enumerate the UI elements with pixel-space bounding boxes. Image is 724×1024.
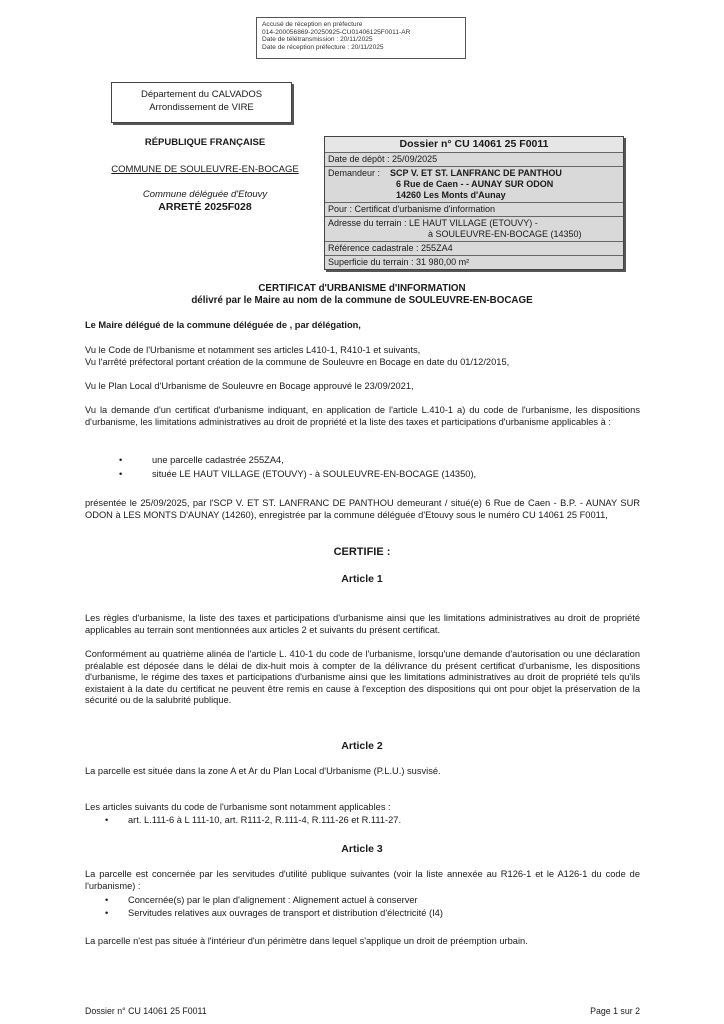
certificat-title: CERTIFICAT d'URBANISME d'INFORMATION — [258, 283, 466, 294]
demandeur — [325, 167, 623, 203]
department-line: Département du CALVADOS — [140, 89, 263, 100]
vu-code-urbanisme: Vu le Code de l'Urbanisme et notamment ses articles L410-1, R410-1 et suivants, — [85, 345, 421, 355]
article-1-heading: Article 1 — [341, 573, 383, 585]
reference-cadastrale: Référence cadastrale : 255ZA4 — [325, 242, 623, 256]
certificat-subtitle: délivré par le Maire au nom de la commune de SOULEUVRE-EN-BOCAGE — [191, 295, 533, 306]
certifie-heading: CERTIFIE : — [333, 546, 391, 558]
bullet-dot: • — [105, 815, 109, 825]
presentee-paragraph: présentée le 25/09/2025, par l'SCP V. ET ST. LANFRANC DE PANTHOU demeurant / situé(e) 6 Rue de Caen - B.P. - AUNAY SUR ODON à LES MONTS D'AUNAY (14260), enregistrée par la commune déléguée d'Etouvy sous le numéro CU 14061 25 F0011, — [85, 498, 640, 520]
adresse-line-1: Adresse du terrain : LE HAUT VILLAGE (ETOUVY) - — [328, 218, 538, 228]
bullet-dot: • — [119, 455, 123, 465]
arrete-number: ARRETÉ 2025F028 — [158, 201, 252, 213]
article-1-paragraph-2: Conformément au quatrième alinéa de l'article L. 410-1 du code de l'urbanisme, lorsqu'une demande d'autorisation ou une déclaration préalable est déposée dans le délai de dix-huit mois à compter de la délivrance du présent certificat d'urbanisme, les dispositions d'urbanisme, le régime des taxes et participations d'urbanisme ainsi que les limitations administratives au droit de propriété tels qu'ils existaient à la date du certificat ne peuvent être remis en cause à l'exception des dispositions qui ont pour objet la préservation de la sécurité ou de la salubrité publique. — [85, 649, 640, 706]
stamp-line-1: Accusé de réception en préfecture — [262, 21, 363, 28]
reception-stamp — [256, 17, 466, 59]
bullet-dot: • — [105, 908, 109, 918]
article-2-bullet: art. L.111-6 à L 111-10, art. R111-2, R.111-4, R.111-26 et R.111-27. — [128, 815, 402, 825]
article-3-bullet-2: Servitudes relatives aux ouvrages de transport et distribution d'électricité (I4) — [128, 908, 443, 918]
date-depot: Date de dépôt : 25/09/2025 — [325, 153, 623, 167]
vu-demande: Vu la demande d'un certificat d'urbanisme indiquant, en application de l'article L.410-1 a) du code de l'urbanisme, les dispositions d'urbanisme, les limitations administratives au droit de propriété et la liste des taxes et participations d'urbanisme applicables à : — [85, 405, 640, 427]
commune-heading: COMMUNE DE SOULEUVRE-EN-BOCAGE — [111, 164, 299, 175]
adresse-line-2: à SOULEUVRE-EN-BOCAGE (14350) — [428, 229, 582, 239]
arrondissement-line: Arrondissement de VIRE — [149, 102, 254, 113]
demandeur-city: 14260 Les Monts d'Aunay — [396, 190, 506, 200]
article-3-paragraph-2: La parcelle n'est pas située à l'intérieur d'un périmètre dans lequel s'applique un droit de préemption urbain. — [85, 936, 528, 946]
republique-heading: RÉPUBLIQUE FRANÇAISE — [144, 137, 266, 148]
vu-arrete-prefectoral: Vu l'arrêté préfectoral portant création de la commune de Souleuvre en Bocage en date du 01/12/2015, — [85, 357, 510, 367]
article-2-heading: Article 2 — [341, 740, 383, 752]
superficie-terrain: Superficie du terrain : 31 980,00 m² — [325, 256, 623, 269]
article-3-heading: Article 3 — [341, 843, 383, 855]
demandeur-label: Demandeur : — [328, 168, 381, 178]
bullet-dot: • — [119, 469, 123, 479]
bullet-dot: • — [105, 895, 109, 905]
commune-deleguee: Commune déléguée d'Etouvy — [142, 189, 268, 200]
adresse-terrain — [325, 217, 623, 242]
article-2-paragraph-2: Les articles suivants du code de l'urbanisme sont notamment applicables : — [85, 802, 391, 812]
dossier-box — [324, 136, 624, 270]
dossier-title: Dossier n° CU 14061 25 F0011 — [325, 137, 623, 153]
stamp-line-3: Date de télétransmission : 20/11/2025 — [262, 36, 373, 44]
vu-plu: Vu le Plan Local d'Urbanisme de Souleuvre en Bocage approuvé le 23/09/2021, — [85, 381, 414, 391]
stamp-line-2: 014-200056869-20250925-CU01406125F0011-AR — [262, 28, 411, 36]
article-1-paragraph-1: Les règles d'urbanisme, la liste des taxes et participations d'urbanisme ainsi que les limitations administratives au droit de propriété applicables au terrain sont mentionnées aux articles 2 et suivants du présent certificat. — [85, 613, 640, 635]
pour-line: Pour : Certificat d'urbanisme d'information — [325, 203, 623, 217]
demandeur-address: 6 Rue de Caen - - AUNAY SUR ODON — [396, 179, 554, 189]
footer-page-number: Page 1 sur 2 — [590, 1006, 640, 1016]
bullet-parcelle: une parcelle cadastrée 255ZA4, — [152, 455, 284, 465]
demandeur-name: SCP V. ET ST. LANFRANC DE PANTHOU — [390, 168, 562, 178]
footer-dossier-number: Dossier n° CU 14061 25 F0011 — [85, 1006, 207, 1016]
article-3-paragraph-1: La parcelle est concernée par les servitudes d'utilité publique suivantes (voir la liste annexée au R126-1 et le A126-1 du code de l'urbanisme) : — [85, 869, 640, 891]
demandeur-details — [390, 168, 562, 201]
maire-line: Le Maire délégué de la commune déléguée de , par délégation, — [85, 320, 361, 330]
department-box — [111, 82, 292, 123]
article-2-paragraph-1: La parcelle est située dans la zone A et Ar du Plan Local d'Urbanisme (P.L.U.) susvisé. — [85, 766, 441, 776]
stamp-line-4: Date de réception préfecture : 20/11/2025 — [262, 43, 384, 51]
bullet-situee: située LE HAUT VILLAGE (ETOUVY) - à SOULEUVRE-EN-BOCAGE (14350), — [152, 469, 477, 479]
article-3-bullet-1: Concernée(s) par le plan d'alignement : Alignement actuel à conserver — [128, 895, 418, 905]
